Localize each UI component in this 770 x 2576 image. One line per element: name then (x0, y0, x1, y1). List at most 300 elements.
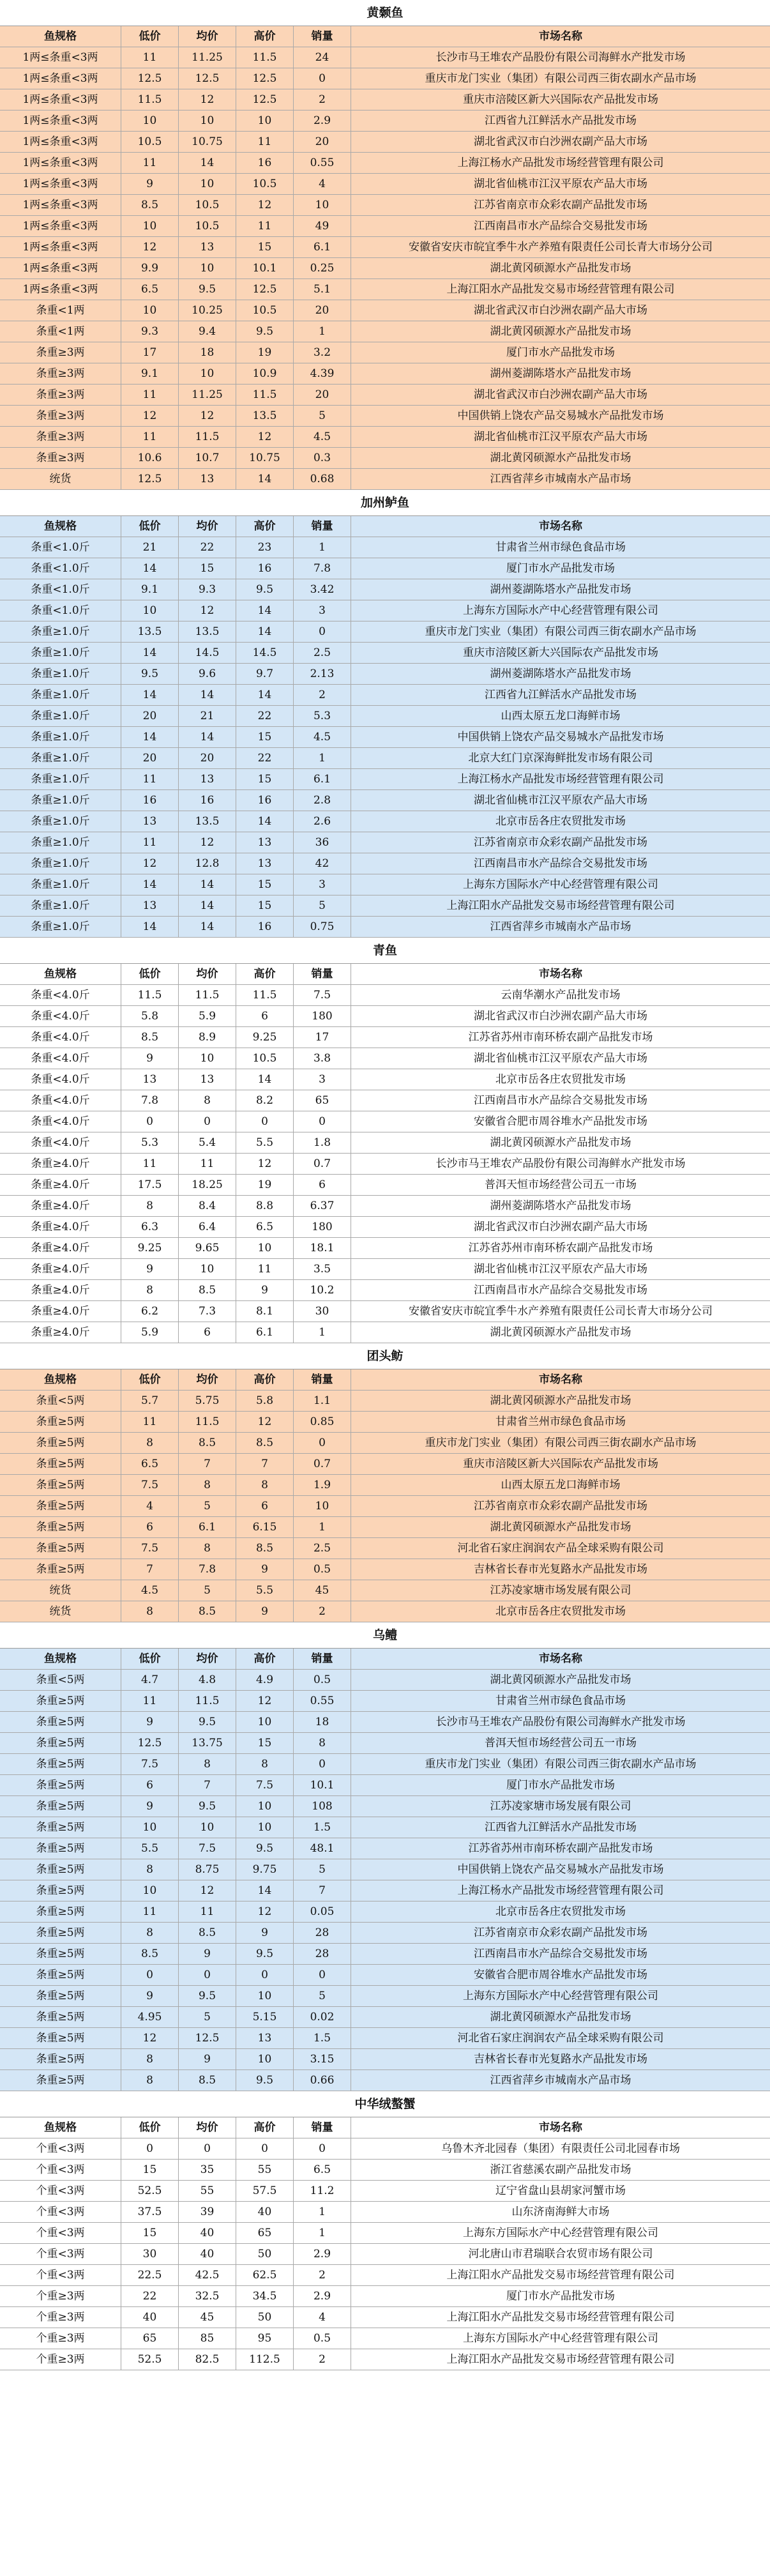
table-cell: 0.66 (294, 2070, 351, 2091)
table-cell: 湖北黄冈硕源水产品批发市场 (490, 2011, 631, 2023)
table-cell: 48.1 (294, 1838, 351, 1859)
table-cell: 50 (236, 2244, 294, 2264)
table-cell: 条重≥5两 (0, 1475, 121, 1495)
table-cell: 9 (236, 1601, 294, 1622)
table-cell: 5 (179, 1580, 236, 1601)
table-cell: 14 (121, 685, 179, 705)
table-cell: 11 (121, 47, 179, 68)
table-cell: 5.3 (121, 1132, 179, 1153)
header-cell: 高价 (236, 2117, 294, 2138)
table-cell: 湖州菱湖陈塔水产品批发市场 (490, 583, 631, 596)
table-cell: 吉林省长春市光复路水产品批发市场 (474, 1563, 647, 1576)
table-cell: 39 (179, 2202, 236, 2222)
table-cell: 江西南昌市水产品综合交易批发市场 (474, 1094, 647, 1107)
header-cell: 低价 (121, 1369, 179, 1390)
table-cell: 2 (294, 1601, 351, 1622)
table-cell: 24 (294, 47, 351, 68)
table-cell: 个重<3两 (0, 2138, 121, 2159)
table-row (0, 1580, 770, 1601)
table-cell: 11.5 (179, 1412, 236, 1432)
table-cell: 9.75 (236, 1859, 294, 1880)
table-cell: 13 (121, 1069, 179, 1090)
table-row (0, 896, 770, 917)
table-cell: 15 (121, 2223, 179, 2243)
table-cell: 1两≤条重<3两 (0, 111, 121, 131)
table-cell: 条重≥5两 (0, 2049, 121, 2069)
table-cell: 28 (294, 1923, 351, 1943)
table-row (0, 790, 770, 811)
table-cell: 10.5 (236, 174, 294, 194)
table-cell: 6 (236, 1496, 294, 1516)
table-row (0, 1944, 770, 1965)
table-cell: 1 (294, 2223, 351, 2243)
header-cell: 均价 (179, 1369, 236, 1390)
table-cell: 11 (179, 1902, 236, 1922)
table-cell: 6.37 (294, 1196, 351, 1216)
table-cell: 108 (294, 1796, 351, 1817)
table-cell: 20 (179, 748, 236, 768)
table-cell: 11 (179, 1154, 236, 1174)
table-row (0, 1238, 770, 1259)
table-cell: 11.5 (179, 985, 236, 1005)
table-cell: 14 (179, 917, 236, 937)
table-cell: 12 (121, 2028, 179, 2048)
table-cell: 江苏凌家塘市场发展有限公司 (490, 1800, 631, 1813)
table-row (0, 1154, 770, 1175)
table-cell: 22 (121, 2286, 179, 2306)
table-row (0, 1090, 770, 1111)
section-title: 中华绒螯蟹 (0, 2091, 770, 2117)
table-cell: 9.7 (236, 664, 294, 684)
table-cell: 0.5 (294, 1670, 351, 1690)
table-cell: 条重≥3两 (0, 406, 121, 426)
table-cell: 河北省石家庄润润农产品全球采购有限公司 (457, 1542, 664, 1555)
table-cell: 0.7 (294, 1454, 351, 1474)
table-row (0, 195, 770, 216)
table-row (0, 2028, 770, 2049)
table-cell: 条重≥4.0斤 (0, 1280, 121, 1300)
table-row (0, 363, 770, 385)
table-cell: 6.5 (294, 2160, 351, 2180)
table-cell: 8.5 (121, 1027, 179, 1048)
table-row (0, 47, 770, 68)
table-cell: 8.75 (179, 1859, 236, 1880)
table-cell: 18 (179, 342, 236, 363)
table-cell: 14 (179, 874, 236, 895)
table-cell: 10 (236, 1238, 294, 1258)
table-cell: 5.8 (236, 1391, 294, 1411)
table-cell: 15 (236, 896, 294, 916)
table-cell: 30 (121, 2244, 179, 2264)
section-3 (0, 938, 770, 1343)
table-cell: 7.3 (179, 1301, 236, 1322)
table-cell: 上海东方国际水产中心经营管理有限公司 (463, 1990, 658, 2002)
table-cell: 条重≥5两 (0, 1986, 121, 2006)
section-title: 黄颡鱼 (0, 0, 770, 26)
header-cell: 市场名称 (539, 2121, 582, 2134)
table-cell: 12 (121, 237, 179, 257)
table-cell: 14 (121, 643, 179, 663)
header-cell: 高价 (236, 26, 294, 47)
table-cell: 条重≥4.0斤 (0, 1322, 121, 1343)
table-cell: 1 (294, 321, 351, 342)
section-title: 青鱼 (0, 938, 770, 964)
table-cell: 8 (236, 1475, 294, 1495)
table-cell: 0 (179, 1111, 236, 1132)
table-cell: 江西南昌市水产品综合交易批发市场 (474, 220, 647, 232)
table-cell: 江苏省苏州市南环桥农副产品批发市场 (468, 1842, 653, 1855)
table-cell: 2.5 (294, 1538, 351, 1559)
table-cell: 湖北省武汉市白沙洲农副产品大市场 (474, 135, 647, 148)
table-cell: 13 (121, 896, 179, 916)
table-cell: 14.5 (179, 643, 236, 663)
table-cell: 10 (236, 1817, 294, 1838)
table-cell: 21 (179, 706, 236, 726)
table-cell: 6.4 (179, 1217, 236, 1237)
table-row (0, 321, 770, 342)
table-row (0, 2202, 770, 2223)
table-cell: 浙江省慈溪农副产品批发市场 (490, 2163, 631, 2176)
table-cell: 湖州菱湖陈塔水产品批发市场 (490, 1200, 631, 1212)
table-cell: 条重<5两 (0, 1391, 121, 1411)
table-row (0, 1859, 770, 1880)
table-cell: 10.25 (179, 300, 236, 321)
table-row (0, 1132, 770, 1154)
table-row (0, 448, 770, 469)
table-cell: 6.5 (121, 279, 179, 300)
table-cell: 112.5 (236, 2349, 294, 2370)
table-row (0, 643, 770, 664)
table-cell: 条重<4.0斤 (0, 1090, 121, 1111)
table-cell: 6.1 (294, 237, 351, 257)
table-cell: 6.1 (294, 769, 351, 789)
table-cell: 8 (121, 1196, 179, 1216)
table-row (0, 2138, 770, 2160)
table-row (0, 132, 770, 153)
table-cell: 8.5 (179, 1923, 236, 1943)
header-cell: 销量 (294, 516, 351, 537)
table-cell: 10.75 (236, 448, 294, 468)
table-cell: 3.8 (294, 1048, 351, 1069)
table-row (0, 1111, 770, 1132)
table-row (0, 258, 770, 279)
table-cell: 条重<1.0斤 (0, 537, 121, 558)
table-cell: 3.42 (294, 579, 351, 600)
table-cell: 江西省九江鲜活水产品批发市场 (485, 114, 637, 127)
table-cell: 8.8 (236, 1196, 294, 1216)
table-cell: 11 (121, 769, 179, 789)
table-cell: 13.5 (236, 406, 294, 426)
table-cell: 条重<4.0斤 (0, 1132, 121, 1153)
table-cell: 65 (121, 2328, 179, 2349)
header-cell: 市场名称 (539, 1652, 582, 1665)
table-cell: 12 (179, 406, 236, 426)
table-cell: 12 (236, 427, 294, 447)
table-cell: 上海江阳水产品批发交易市场经营管理有限公司 (446, 2269, 675, 2282)
table-cell: 湖北省仙桃市江汉平原农产品大市场 (474, 178, 647, 190)
table-cell: 11.25 (179, 47, 236, 68)
header-cell: 高价 (236, 964, 294, 984)
table-cell: 江西省九江鲜活水产品批发市场 (485, 1821, 637, 1834)
table-cell: 1两≤条重<3两 (0, 279, 121, 300)
table-cell: 18.25 (179, 1175, 236, 1195)
table-row (0, 174, 770, 195)
table-cell: 10 (121, 216, 179, 236)
table-cell: 5 (294, 406, 351, 426)
section-2 (0, 490, 770, 938)
table-cell: 江西省萍乡市城南水产品市场 (490, 2074, 631, 2087)
table-cell: 条重<4.0斤 (0, 1111, 121, 1132)
table-cell: 12 (121, 853, 179, 874)
table-cell: 3.2 (294, 342, 351, 363)
table-cell: 江苏凌家塘市场发展有限公司 (490, 1584, 631, 1597)
header-cell: 销量 (294, 964, 351, 984)
table-row (0, 469, 770, 490)
table-cell: 条重<1.0斤 (0, 600, 121, 621)
table-cell: 长沙市马王堆农产品股份有限公司海鲜水产批发市场 (435, 1157, 686, 1170)
table-cell: 条重<1两 (0, 300, 121, 321)
table-cell: 8.1 (236, 1301, 294, 1322)
table-cell: 14 (179, 896, 236, 916)
table-cell: 0.5 (294, 1559, 351, 1580)
table-cell: 18.1 (294, 1238, 351, 1258)
header-cell: 鱼规格 (0, 1369, 121, 1390)
header-cell: 销量 (294, 2117, 351, 2138)
table-row (0, 300, 770, 321)
table-cell: 15 (236, 237, 294, 257)
table-row (0, 1670, 770, 1691)
table-cell: 2.9 (294, 2286, 351, 2306)
table-cell: 条重≥5两 (0, 1859, 121, 1880)
table-row (0, 1923, 770, 1944)
table-cell: 6.15 (236, 1517, 294, 1537)
table-cell: 0 (236, 1111, 294, 1132)
table-cell: 9.65 (179, 1238, 236, 1258)
table-cell: 北京市岳各庄农贸批发市场 (495, 1905, 626, 1918)
table-cell: 条重≥1.0斤 (0, 685, 121, 705)
table-cell: 重庆市涪陵区新大兴国际农产品批发市场 (463, 646, 658, 659)
table-row (0, 1775, 770, 1796)
table-row (0, 1601, 770, 1622)
table-cell: 22 (236, 748, 294, 768)
table-cell: 10 (121, 1817, 179, 1838)
table-cell: 10.5 (236, 300, 294, 321)
table-cell: 180 (294, 1217, 351, 1237)
table-row (0, 342, 770, 363)
table-cell: 5 (294, 896, 351, 916)
table-row (0, 1433, 770, 1454)
table-cell: 15 (179, 558, 236, 579)
table-row (0, 1796, 770, 1817)
table-row (0, 1280, 770, 1301)
section-title: 乌鳢 (0, 1622, 770, 1649)
table-row (0, 1902, 770, 1923)
table-cell: 江西省萍乡市城南水产品市场 (490, 920, 631, 933)
table-cell: 1 (294, 1322, 351, 1343)
table-cell: 4.5 (121, 1580, 179, 1601)
table-cell: 6 (294, 1175, 351, 1195)
table-cell: 长沙市马王堆农产品股份有限公司海鲜水产批发市场 (435, 1716, 686, 1728)
table-cell: 13 (179, 237, 236, 257)
table-cell: 江西南昌市水产品综合交易批发市场 (474, 1947, 647, 1960)
table-cell: 8 (294, 1733, 351, 1753)
table-cell: 8.5 (121, 195, 179, 215)
table-cell: 50 (236, 2307, 294, 2328)
table-cell: 14 (236, 621, 294, 642)
table-cell: 10 (179, 1817, 236, 1838)
table-cell: 12.5 (236, 68, 294, 89)
table-cell: 1.8 (294, 1132, 351, 1153)
table-cell: 9.9 (121, 258, 179, 278)
table-row (0, 2328, 770, 2349)
table-cell: 15 (236, 769, 294, 789)
table-cell: 13.75 (179, 1733, 236, 1753)
table-cell: 河北唐山市君瑞联合农贸市场有限公司 (468, 2248, 653, 2260)
table-cell: 11 (121, 153, 179, 173)
table-cell: 28 (294, 1944, 351, 1964)
table-cell: 7.8 (121, 1090, 179, 1111)
table-cell: 5.8 (121, 1006, 179, 1026)
table-row (0, 1217, 770, 1238)
table-cell: 4.8 (179, 1670, 236, 1690)
table-cell: 条重≥5两 (0, 1412, 121, 1432)
table-cell: 10.1 (236, 258, 294, 278)
table-row (0, 727, 770, 748)
table-cell: 6.1 (236, 1322, 294, 1343)
table-cell: 12.5 (236, 279, 294, 300)
table-cell: 4.39 (294, 363, 351, 384)
table-cell: 条重≥1.0斤 (0, 896, 121, 916)
table-cell: 8 (121, 1923, 179, 1943)
table-cell: 2 (294, 2349, 351, 2370)
table-cell: 个重≥3两 (0, 2286, 121, 2306)
table-cell: 2.5 (294, 643, 351, 663)
table-cell: 条重≥5两 (0, 1496, 121, 1516)
table-cell: 9.5 (179, 1796, 236, 1817)
table-cell: 8.2 (236, 1090, 294, 1111)
table-cell: 6.5 (121, 1454, 179, 1474)
table-cell: 11.5 (121, 89, 179, 110)
table-cell: 条重≥1.0斤 (0, 811, 121, 832)
table-cell: 14 (179, 153, 236, 173)
table-cell: 条重≥5两 (0, 1902, 121, 1922)
header-row (0, 2117, 770, 2138)
table-cell: 5 (179, 1496, 236, 1516)
table-cell: 21 (121, 537, 179, 558)
table-row (0, 1259, 770, 1280)
table-cell: 12.5 (121, 68, 179, 89)
table-cell: 12.5 (121, 469, 179, 489)
header-cell: 高价 (236, 516, 294, 537)
header-cell: 低价 (121, 1649, 179, 1669)
table-cell: 0.7 (294, 1154, 351, 1174)
table-row (0, 1475, 770, 1496)
table-cell: 重庆市龙门实业（集团）有限公司西三街农副水产品市场 (425, 625, 697, 638)
table-cell: 个重<3两 (0, 2202, 121, 2222)
table-cell: 10 (121, 111, 179, 131)
table-cell: 6.5 (236, 1217, 294, 1237)
table-cell: 中国供销上饶农产品交易城水产品批发市场 (457, 409, 664, 422)
table-cell: 8 (121, 2070, 179, 2091)
table-row (0, 406, 770, 427)
header-cell: 均价 (179, 26, 236, 47)
table-cell: 3.15 (294, 2049, 351, 2069)
table-cell: 15 (236, 874, 294, 895)
table-cell: 7 (236, 1454, 294, 1474)
table-cell: 9.3 (179, 579, 236, 600)
table-cell: 12.5 (121, 1733, 179, 1753)
table-cell: 8.5 (179, 1433, 236, 1453)
table-cell: 湖北黄冈硕源水产品批发市场 (490, 1673, 631, 1686)
header-cell: 均价 (179, 2117, 236, 2138)
table-row (0, 1559, 770, 1580)
table-cell: 0 (179, 1965, 236, 1985)
table-cell: 14 (236, 1069, 294, 1090)
table-cell: 8 (179, 1538, 236, 1559)
table-cell: 9.5 (236, 579, 294, 600)
table-cell: 条重<4.0斤 (0, 1006, 121, 1026)
table-cell: 个重<3两 (0, 2181, 121, 2201)
table-cell: 32.5 (179, 2286, 236, 2306)
table-cell: 14 (179, 685, 236, 705)
table-cell: 条重≥1.0斤 (0, 727, 121, 747)
table-cell: 重庆市龙门实业（集团）有限公司西三街农副水产品市场 (425, 1437, 697, 1449)
table-cell: 10 (179, 111, 236, 131)
table-row (0, 874, 770, 896)
table-cell: 7.5 (121, 1538, 179, 1559)
table-cell: 江西省萍乡市城南水产品市场 (490, 473, 631, 485)
table-cell: 吉林省长春市光复路水产品批发市场 (474, 2053, 647, 2066)
table-cell: 重庆市龙门实业（集团）有限公司西三街农副水产品市场 (425, 72, 697, 85)
table-cell: 55 (236, 2160, 294, 2180)
table-cell: 12 (179, 89, 236, 110)
table-cell: 2 (294, 89, 351, 110)
table-cell: 厦门市水产品批发市场 (506, 1779, 615, 1792)
table-cell: 0 (294, 2138, 351, 2159)
table-cell: 20 (121, 706, 179, 726)
table-row (0, 2181, 770, 2202)
header-cell: 鱼规格 (0, 1649, 121, 1669)
table-row (0, 1391, 770, 1412)
table-cell: 13.5 (121, 621, 179, 642)
header-cell: 均价 (179, 964, 236, 984)
table-cell: 14 (236, 469, 294, 489)
section-4 (0, 1343, 770, 1622)
table-cell: 条重≥5两 (0, 2007, 121, 2027)
table-cell: 条重≥1.0斤 (0, 917, 121, 937)
table-row (0, 2160, 770, 2181)
table-cell: 20 (294, 132, 351, 152)
table-cell: 6 (236, 1006, 294, 1026)
table-cell: 6 (121, 1517, 179, 1537)
table-cell: 北京大红门京深海鲜批发市场有限公司 (468, 752, 653, 765)
header-cell: 鱼规格 (0, 964, 121, 984)
table-cell: 8 (179, 1090, 236, 1111)
table-cell: 2.9 (294, 2244, 351, 2264)
table-cell: 11.5 (236, 47, 294, 68)
table-cell: 10 (179, 258, 236, 278)
table-cell: 40 (121, 2307, 179, 2328)
table-cell: 12 (179, 832, 236, 853)
table-cell: 11.5 (179, 1691, 236, 1711)
table-cell: 4.5 (294, 427, 351, 447)
table-cell: 11.5 (179, 427, 236, 447)
table-cell: 16 (236, 917, 294, 937)
table-cell: 北京市岳各庄农贸批发市场 (495, 1073, 626, 1086)
table-row (0, 579, 770, 600)
table-row (0, 2307, 770, 2328)
table-cell: 条重≥5两 (0, 1923, 121, 1943)
